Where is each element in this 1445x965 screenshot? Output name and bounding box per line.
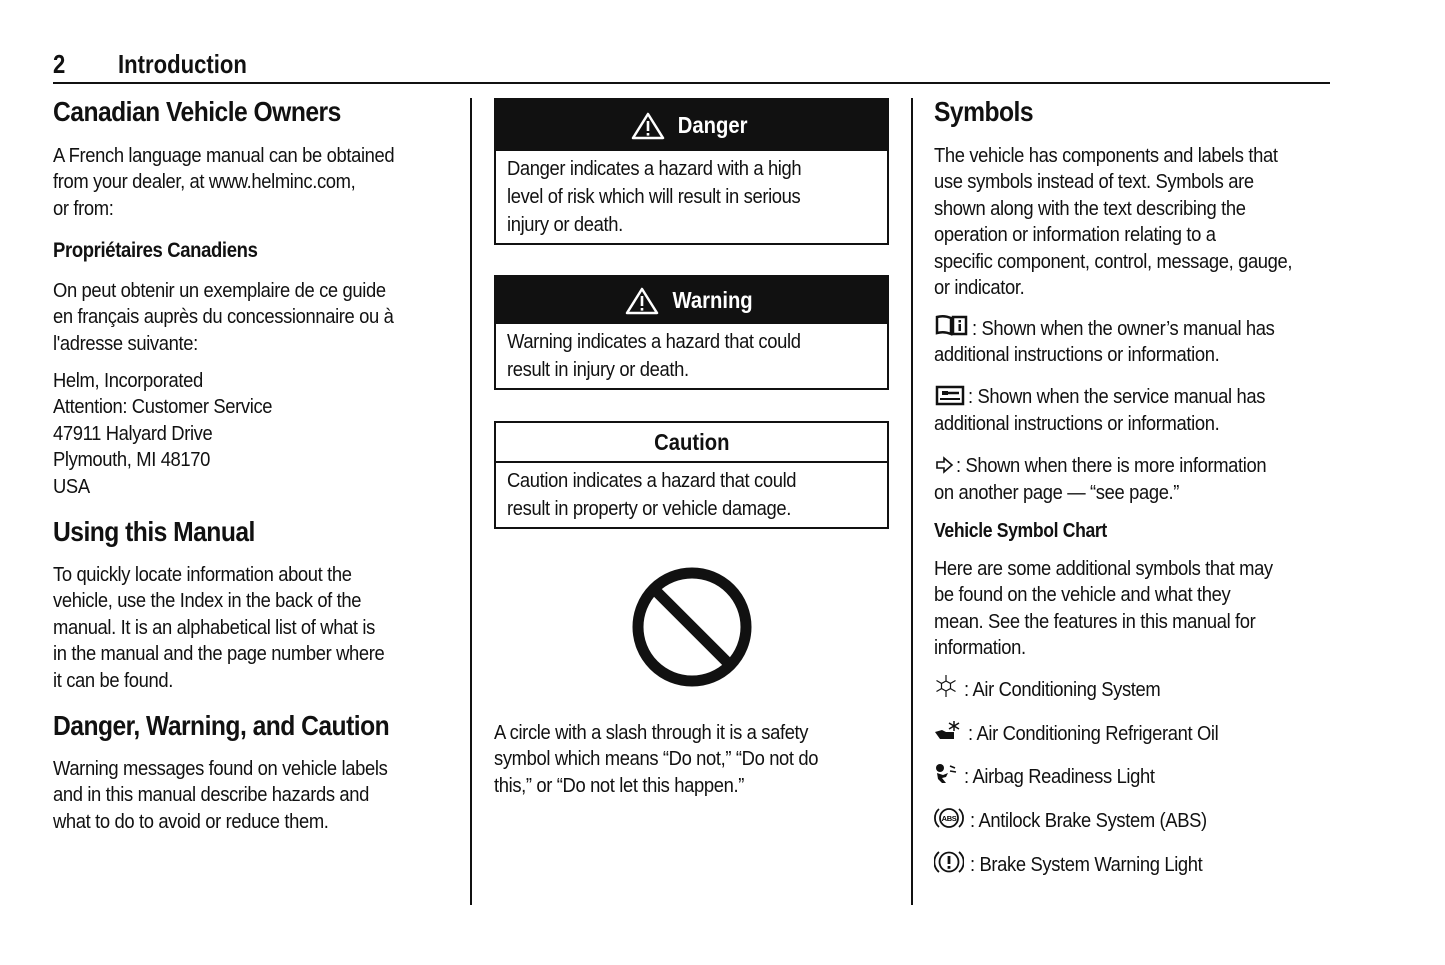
symbol-label: : Air Conditioning System: [964, 679, 1161, 701]
text-line: or from:: [53, 197, 114, 220]
danger-text: [496, 151, 887, 243]
text-line: A French language manual can be obtained: [53, 145, 395, 167]
text-line: en français auprès du concessionnaire ou à: [53, 306, 394, 329]
symbol-row-abs: [934, 808, 1227, 834]
owners-manual-line2: [934, 342, 1244, 368]
symbol-label: : Brake System Warning Light: [970, 854, 1203, 876]
symbol-label: : Airbag Readiness Light: [964, 766, 1155, 788]
text-line: mean. See the features in this manual for: [934, 610, 1256, 633]
symbol-row-air-conditioning: [934, 677, 1177, 703]
text-line: level of risk which will result in serious: [507, 186, 801, 208]
caution-text: [496, 463, 887, 527]
text-line: l'adresse suivante:: [53, 332, 198, 355]
paragraph-symbols: [934, 143, 1323, 301]
text-line: additional instructions or information.: [934, 413, 1220, 435]
text-line: Danger indicates a hazard with a high: [507, 158, 802, 180]
abs-icon: [934, 805, 964, 831]
warning-title: Warning: [672, 287, 753, 313]
text-line: Warning indicates a hazard that could: [507, 331, 801, 353]
text-line: in the manual and the page number where: [53, 643, 385, 666]
warning-triangle-icon: [631, 112, 665, 140]
text-line: or indicator.: [934, 276, 1025, 299]
text-line: result in injury or death.: [507, 359, 689, 381]
heading-symbols: Symbols: [934, 96, 1034, 127]
paragraph-chart: [934, 556, 1302, 662]
text-line: Caution indicates a hazard that could: [507, 470, 797, 492]
heading-proprietaires: Propriétaires Canadiens: [53, 239, 258, 262]
text-line: : Shown when the owner’s manual has: [972, 318, 1275, 340]
caution-title: Caution: [653, 428, 730, 455]
page-number: 2: [53, 49, 66, 79]
owners-manual-icon: [935, 314, 969, 336]
text-line: Attention: Customer Service: [53, 396, 273, 419]
warning-header: [496, 277, 887, 324]
warning-box: [494, 275, 889, 390]
text-line: manual. It is an alphabetical list of what is: [53, 616, 375, 639]
owners-manual-line1: [972, 316, 1301, 342]
danger-title: Danger: [677, 112, 748, 138]
heading-using-manual: Using this Manual: [53, 516, 255, 547]
text-line: 47911 Halyard Drive: [53, 422, 213, 445]
caution-header: [496, 423, 887, 463]
service-manual-line1: [968, 384, 1291, 410]
refrigerant-oil-icon: [934, 720, 962, 742]
address: [53, 368, 291, 500]
text-line: Helm, Incorporated: [53, 370, 203, 392]
text-line: : Shown when the service manual has: [968, 386, 1266, 408]
text-line: and in this manual describe hazards and: [53, 784, 370, 807]
symbol-label: : Air Conditioning Refrigerant Oil: [968, 723, 1219, 745]
text-line: Here are some additional symbols that may: [934, 558, 1273, 580]
text-line: Plymouth, MI 48170: [53, 449, 211, 472]
symbol-row-airbag: [934, 764, 1171, 790]
safety-symbol-text: [494, 720, 846, 799]
column-divider: [911, 98, 913, 905]
header-rule: [53, 82, 1330, 84]
text-line: symbol which means “Do not,” “Do not do: [494, 748, 819, 771]
symbol-row-refrigerant-oil: [934, 721, 1240, 747]
symbol-label: : Antilock Brake System (ABS): [970, 810, 1207, 832]
text-line: USA: [53, 475, 90, 498]
prohibition-symbol-icon: [630, 565, 754, 689]
warning-text: [496, 324, 887, 388]
airbag-icon: [934, 763, 958, 785]
heading-canadian-owners: Canadian Vehicle Owners: [53, 96, 341, 127]
paragraph-using: [53, 562, 413, 694]
paragraph-dwc: [53, 756, 416, 835]
danger-box: [494, 98, 889, 245]
warning-triangle-icon: [625, 287, 659, 315]
heading-danger-warning-caution: Danger, Warning, and Caution: [53, 710, 390, 741]
text-line: A circle with a slash through it is a safety: [494, 722, 809, 744]
paragraph-proprietaires: [53, 278, 423, 357]
see-page-line2: [934, 480, 1200, 506]
svg-text:ABS: ABS: [941, 813, 957, 823]
text-line: specific component, control, message, gauge,: [934, 250, 1293, 273]
section-title: Introduction: [118, 49, 247, 79]
danger-header: [496, 100, 887, 151]
paragraph-canadian: [53, 143, 424, 222]
snowflake-icon: [934, 674, 958, 698]
text-line: Warning messages found on vehicle labels: [53, 758, 388, 780]
brake-warning-icon: [934, 848, 964, 876]
text-line: on another page — “see page.”: [934, 482, 1180, 504]
see-page-line1: [956, 453, 1293, 479]
text-line: additional instructions or information.: [934, 344, 1220, 366]
text-line: from your dealer, at www.helminc.com,: [53, 171, 356, 194]
service-manual-icon: [935, 385, 965, 407]
text-line: result in property or vehicle damage.: [507, 498, 792, 520]
text-line: operation or information relating to a: [934, 224, 1216, 247]
symbol-row-brake-warning: [934, 852, 1223, 878]
caution-box: [494, 421, 889, 529]
text-line: injury or death.: [507, 214, 623, 236]
text-line: what to do to avoid or reduce them.: [53, 810, 329, 833]
see-page-arrow-icon: [935, 456, 955, 474]
text-line: The vehicle has components and labels that: [934, 145, 1278, 167]
text-line: it can be found.: [53, 669, 173, 692]
text-line: vehicle, use the Index in the back of the: [53, 590, 362, 613]
text-line: information.: [934, 637, 1026, 660]
heading-vehicle-symbol-chart: Vehicle Symbol Chart: [934, 520, 1107, 542]
text-line: On peut obtenir un exemplaire de ce guide: [53, 280, 386, 302]
text-line: be found on the vehicle and what they: [934, 584, 1231, 607]
text-line: use symbols instead of text. Symbols are: [934, 171, 1254, 194]
text-line: To quickly locate information about the: [53, 564, 352, 586]
text-line: : Shown when there is more information: [956, 455, 1267, 477]
service-manual-line2: [934, 411, 1244, 437]
column-divider: [470, 98, 472, 905]
text-line: shown along with the text describing the: [934, 197, 1246, 220]
text-line: this,” or “Do not let this happen.”: [494, 774, 744, 797]
